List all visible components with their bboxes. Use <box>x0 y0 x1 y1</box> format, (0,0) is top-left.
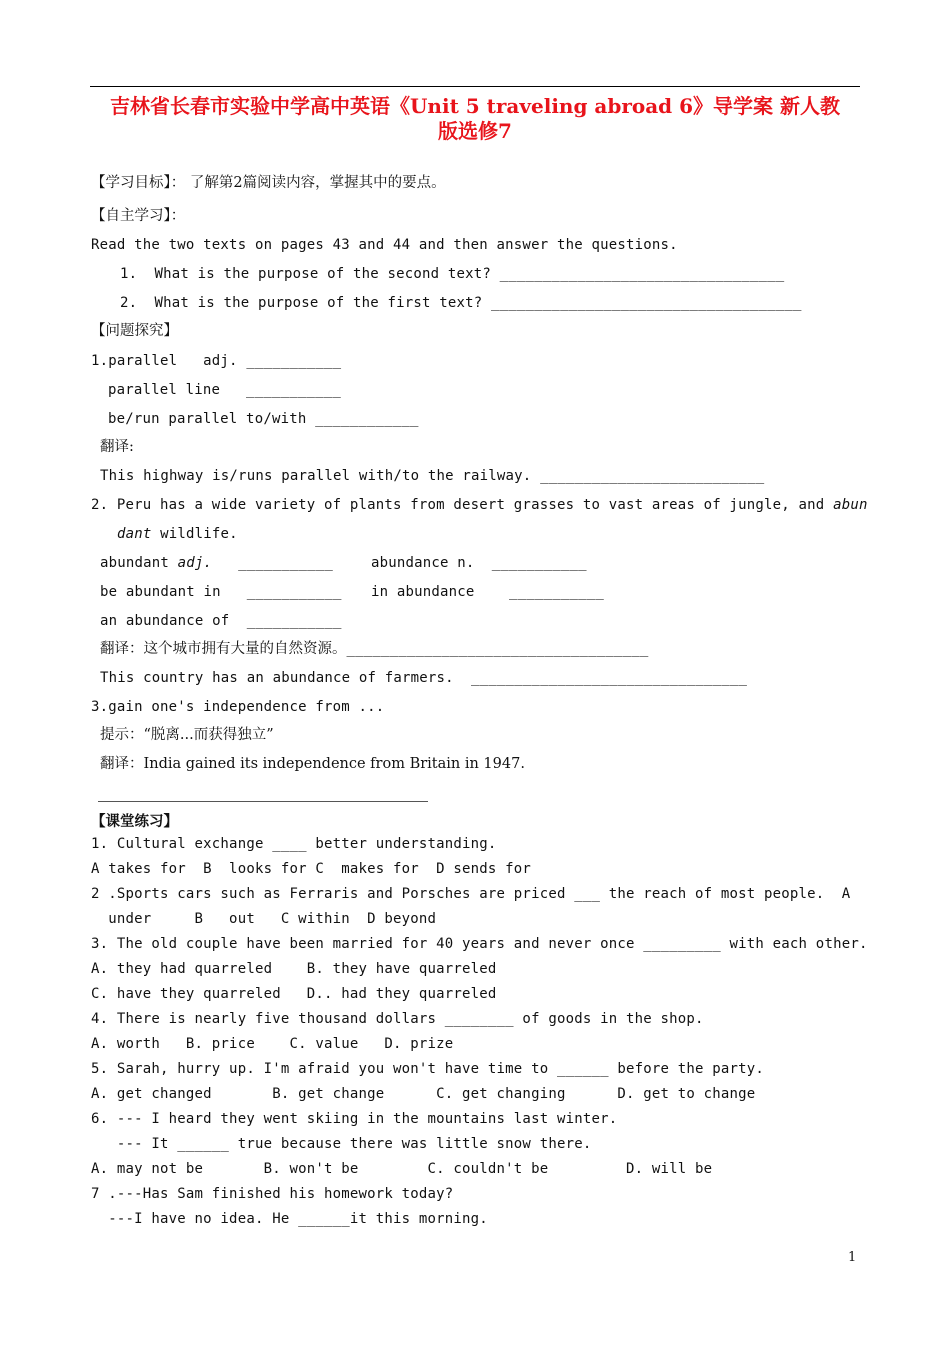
abundant-translate-en: This country has an abundance of farmers. ________________________________ <box>100 670 748 686</box>
self-study-question-2: 2. What is the purpose of the first text? ____________________________________ <box>120 295 802 311</box>
practice-line: 4. There is nearly five thousand dollars ________ of goods in the shop. <box>91 1011 704 1027</box>
self-study-label: 【自主学习】： <box>91 208 186 224</box>
parallel-translate-sentence: This highway is/runs parallel with/to the railway. __________________________ <box>100 468 765 484</box>
self-study-question-1: 1. What is the purpose of the second text? _________________________________ <box>120 266 785 282</box>
practice-line: 3. The old couple have been married for 40 years and never once _________ with each other. <box>91 936 868 952</box>
in-abundance-row: in abundance ___________ <box>371 584 604 600</box>
practice-line: under B out C within D beyond <box>91 911 437 927</box>
page-title <box>90 94 860 144</box>
title-line-2: 版选修7 <box>438 119 512 143</box>
practice-line: A. worth B. price C. value D. prize <box>91 1036 454 1052</box>
objectives-label: 【学习目标】： <box>91 175 186 191</box>
practice-line: 7 .---Has Sam finished his homework today? <box>91 1186 454 1202</box>
practice-line: C. have they quarreled D.. had they quarreled <box>91 986 497 1002</box>
abundant-adj-blank: ___________ <box>212 555 333 571</box>
practice-label: 【课堂练习】 <box>91 813 178 830</box>
practice-line: 5. Sarah, hurry up. I'm afraid you won't have time to ______ before the party. <box>91 1061 765 1077</box>
parallel-translate-label: 翻译: <box>100 439 134 455</box>
explore-label: 【问题探究】 <box>91 323 178 339</box>
abundant-line-2-italic: dant <box>117 526 152 542</box>
be-abundant-in-row: be abundant in ___________ <box>100 584 342 600</box>
practice-line: ---I have no idea. He ______it this morning. <box>91 1211 488 1227</box>
abundant-translate-cn-text: 翻译：这个城市拥有大量的自然资源。 <box>100 641 347 657</box>
objectives-text: 了解第2篇阅读内容，掌握其中的要点。 <box>185 175 446 191</box>
header-rule <box>90 86 860 87</box>
abundant-line-2 <box>117 525 238 543</box>
abundance-noun-row: abundance n. ___________ <box>371 555 587 571</box>
abundant-line-1-text: 2. Peru has a wide variety of plants from desert grasses to vast areas of jungle, and <box>91 497 834 513</box>
page-number: 1 <box>848 1250 857 1265</box>
objectives-line <box>91 174 446 192</box>
independence-translate: 翻译：India gained its independence from Britain in 1947. <box>100 756 525 772</box>
parallel-line-1: 1.parallel adj. ___________ <box>91 353 342 369</box>
abundant-translate-cn-blank: ___________________________________ <box>346 641 649 657</box>
parallel-line-2: parallel line ___________ <box>108 382 341 398</box>
an-abundance-of-row: an abundance of ___________ <box>100 613 342 629</box>
practice-line: A. may not be B. won't be C. couldn't be D. will be <box>91 1161 713 1177</box>
abundant-line-2-text: wildlife. <box>151 526 238 542</box>
abundant-adj-row <box>100 554 333 572</box>
abundant-adj-label: abundant <box>100 555 178 571</box>
abundant-line-1-italic: abun <box>833 497 868 513</box>
title-line-1: 吉林省长春市实验中学高中英语《Unit 5 traveling abroad 6》导学案 新人教 <box>109 94 841 118</box>
abundant-translate-cn <box>100 640 649 658</box>
independence-hint: 提示：“脱离...而获得独立” <box>100 727 274 743</box>
independence-line-1: 3.gain one's independence from ... <box>91 699 385 715</box>
parallel-line-3: be/run parallel to/with ____________ <box>108 411 419 427</box>
answer-blank-line <box>98 801 428 802</box>
practice-line: 6. --- I heard they went skiing in the mountains last winter. <box>91 1111 618 1127</box>
practice-line: 2 .Sports cars such as Ferraris and Porsches are priced ___ the reach of most people. A <box>91 886 851 902</box>
self-study-intro: Read the two texts on pages 43 and 44 and then answer the questions. <box>91 237 678 253</box>
practice-line: --- It ______ true because there was little snow there. <box>91 1136 592 1152</box>
practice-line: A takes for B looks for C makes for D sends for <box>91 861 532 877</box>
practice-line: 1. Cultural exchange ____ better understanding. <box>91 836 497 852</box>
practice-line: A. they had quarreled B. they have quarreled <box>91 961 497 977</box>
abundant-adj-italic: adj. <box>177 555 213 571</box>
abundant-line-1 <box>91 496 868 514</box>
practice-line: A. get changed B. get change C. get changing D. get to change <box>91 1086 756 1102</box>
